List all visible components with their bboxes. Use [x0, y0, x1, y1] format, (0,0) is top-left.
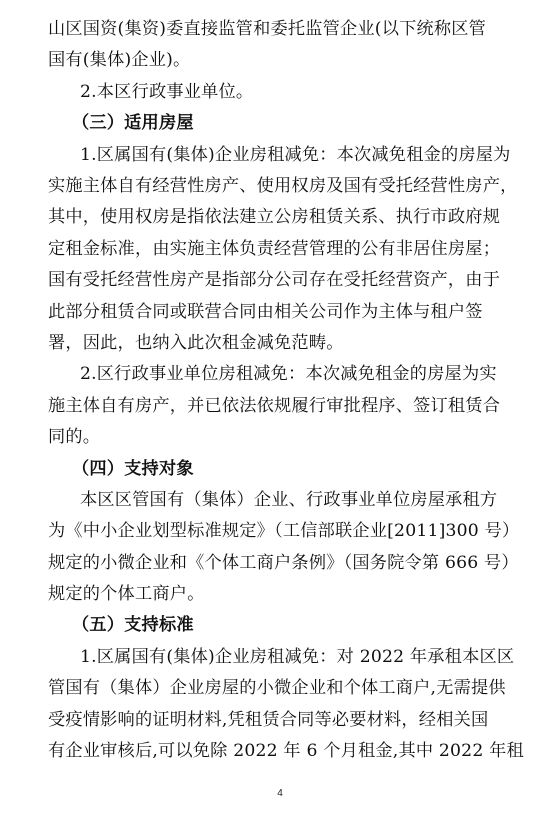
body-text-line: 规定的个体工商户。	[48, 584, 205, 604]
page-number: 4	[277, 788, 283, 799]
body-text-line: 国有受托经营性房产是指部分公司存在受托经营资产，由于	[48, 270, 501, 291]
section-heading: （五）支持标准	[72, 615, 194, 636]
body-text-line: 管国有（集体）企业房屋的小微企业和个体工商户,无需提供	[48, 678, 506, 699]
body-text-line: 为《中小企业划型标准规定》（工信部联企业[2011]300 号）	[48, 521, 520, 542]
body-text-line: 有企业审核后,可以免除 2022 年 6 个月租金,其中 2022 年租	[48, 741, 524, 761]
body-text-line: 2.区行政事业单位房租减免：本次减免租金的房屋为实	[80, 364, 497, 385]
body-text-line: 本区区管国有（集体）企业、行政事业单位房屋承租方	[80, 489, 498, 510]
body-text-line: 署，因此，也纳入此次租金减免范畴。	[48, 332, 344, 353]
body-text-line: 规定的小微企业和《个体工商户条例》（国务院令第 666 号）	[48, 552, 519, 573]
body-text-line: 1.区属国有(集体)企业房租减免：对 2022 年承租本区区	[80, 646, 515, 667]
section-heading: （四）支持对象	[72, 458, 194, 479]
body-text-line: 山区国资(集资)委直接监管和委托监管企业(以下统称区管	[48, 19, 487, 39]
section-heading: （三）适用房屋	[72, 113, 194, 134]
body-text-line: 其中，使用权房是指依法建立公房租赁关系、执行市政府规	[48, 207, 501, 228]
body-text-line: 国有(集体)企业)。	[48, 50, 191, 71]
body-text-line: 施主体自有房产，并已依法依规履行审批程序、签订租赁合	[48, 395, 501, 416]
body-text-line: 此部分租赁合同或联营合同由相关公司作为主体与租户签	[48, 301, 483, 322]
body-text-line: 同的。	[48, 427, 101, 448]
body-text-line: 实施主体自有经营性房产、使用权房及国有受托经营性房产，	[48, 176, 518, 196]
list-item: 2.本区行政事业单位。	[80, 81, 254, 102]
body-text-line: 1.区属国有(集体)企业房租减免：本次减免租金的房屋为	[80, 144, 511, 165]
body-text-line: 定租金标准，由实施主体负责经营管理的公有非居住房屋；	[48, 238, 501, 259]
body-text-line: 受疫情影响的证明材料,凭租赁合同等必要材料，经相关国	[48, 709, 489, 730]
